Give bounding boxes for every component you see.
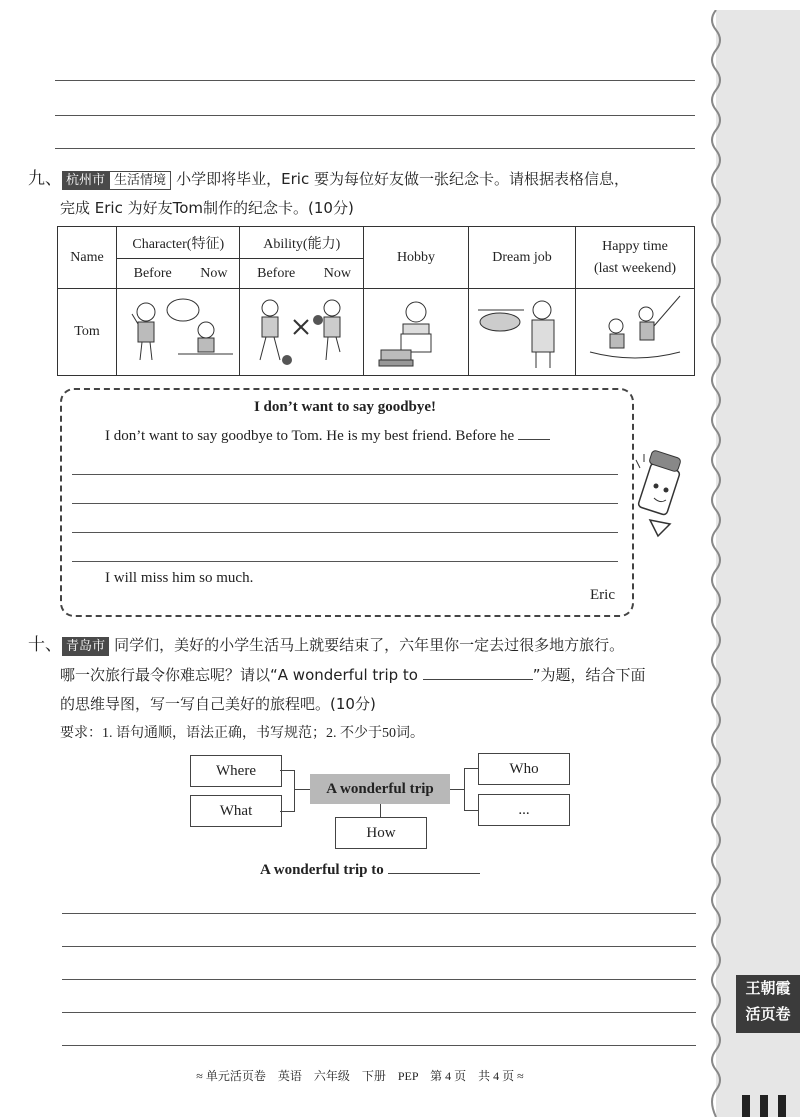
q10-city-tag: 青岛市 <box>62 637 109 656</box>
header-character: Character(特征) <box>117 227 240 259</box>
q9-heading <box>28 168 629 190</box>
card-writing-line[interactable] <box>72 561 618 562</box>
q9-context-tag: 生活情境 <box>109 171 171 190</box>
character-illustration <box>117 289 240 376</box>
wavy-edge <box>708 10 724 1117</box>
card-writing-line[interactable] <box>72 474 618 475</box>
binding-mark <box>760 1095 768 1117</box>
answer-line <box>55 148 695 149</box>
character-now: Now <box>188 259 240 289</box>
answer-line <box>55 80 695 81</box>
binding-mark <box>742 1095 750 1117</box>
card-closing: I will miss him so much. <box>105 570 254 586</box>
happy-time-illustration <box>576 289 695 376</box>
pencil-mascot-icon <box>632 448 694 540</box>
q9-instruction-line2: 完成 Eric 为好友Tom制作的纪念卡。(10分) <box>60 199 354 217</box>
brand-line1: 王朝霞 <box>745 979 791 997</box>
essay-line[interactable] <box>62 979 696 980</box>
mindmap-connector <box>450 789 464 790</box>
mindmap-how: How <box>335 817 427 849</box>
card-blank[interactable] <box>518 439 550 440</box>
page-footer: ≈ 单元活页卷 英语 六年级 下册 PEP 第 4 页 共 4 页 ≈ <box>196 1069 524 1083</box>
header-hobby: Hobby <box>364 227 469 289</box>
mindmap-center: A wonderful trip <box>310 774 450 804</box>
header-happy-time-sub: (last weekend) <box>593 260 677 276</box>
mindmap-connector <box>380 804 381 817</box>
q10-number: 十、 <box>28 635 62 655</box>
essay-title-text: A wonderful trip to <box>260 862 384 878</box>
essay-line[interactable] <box>62 1012 696 1013</box>
q10-instruction-line3: 的思维导图，写一写自己美好的旅程吧。(10分) <box>60 695 376 713</box>
mindmap-who: Who <box>478 753 570 785</box>
header-name: Name <box>58 227 117 289</box>
essay-title <box>260 862 480 879</box>
character-before: Before <box>117 259 189 289</box>
ability-now: Now <box>312 259 364 289</box>
essay-line[interactable] <box>62 1045 696 1046</box>
ability-before: Before <box>240 259 312 289</box>
q10-instruction-line2 <box>60 664 646 686</box>
dream-job-illustration <box>469 289 576 376</box>
binding-mark <box>778 1095 786 1117</box>
mindmap-connector <box>280 770 295 812</box>
mindmap-where: Where <box>190 755 282 787</box>
mindmap-what: What <box>190 795 282 827</box>
header-ability: Ability(能力) <box>240 227 364 259</box>
card-opening <box>105 428 550 445</box>
q10-requirements: 要求：1. 语句通顺，语法正确，书写规范；2. 不少于50词。 <box>60 726 424 741</box>
card-signature: Eric <box>590 587 615 603</box>
q9-number: 九、 <box>28 169 62 189</box>
ability-illustration <box>240 289 364 376</box>
binding-strip <box>716 10 800 1117</box>
q10-heading <box>28 634 624 656</box>
card-writing-line[interactable] <box>72 503 618 504</box>
answer-line <box>55 115 695 116</box>
card-title: I don’t want to say goodbye! <box>253 399 437 415</box>
mindmap-connector <box>294 789 310 790</box>
essay-line[interactable] <box>62 913 696 914</box>
brand-badge <box>736 975 800 1033</box>
q10-instruction-line1: 同学们，美好的小学生活马上就要结束了，六年里你一定去过很多地方旅行。 <box>114 636 625 654</box>
tom-info-table <box>57 226 695 376</box>
header-happy-time <box>576 227 695 289</box>
q10-title-blank[interactable] <box>423 679 533 680</box>
card-writing-line[interactable] <box>72 532 618 533</box>
essay-line[interactable] <box>62 946 696 947</box>
q10-instruction-line2a: 哪一次旅行最令你难忘呢？请以“A wonderful trip to <box>60 666 418 684</box>
q10-instruction-line2b: ”为题，结合下面 <box>532 666 646 684</box>
row-name-tom: Tom <box>58 289 117 376</box>
header-happy-time-label: Happy time <box>602 238 668 254</box>
essay-title-blank[interactable] <box>388 873 480 874</box>
mindmap-more: ... <box>478 794 570 826</box>
q9-city-tag: 杭州市 <box>62 171 109 190</box>
mindmap-connector <box>464 768 479 811</box>
hobby-illustration <box>364 289 469 376</box>
header-dream-job: Dream job <box>469 227 576 289</box>
card-opening-text: I don’t want to say goodbye to Tom. He is my best friend. Before he <box>105 428 515 444</box>
brand-line2: 活页卷 <box>745 1005 791 1023</box>
q9-instruction-line1: 小学即将毕业，Eric 要为每位好友做一张纪念卡。请根据表格信息， <box>176 170 629 188</box>
